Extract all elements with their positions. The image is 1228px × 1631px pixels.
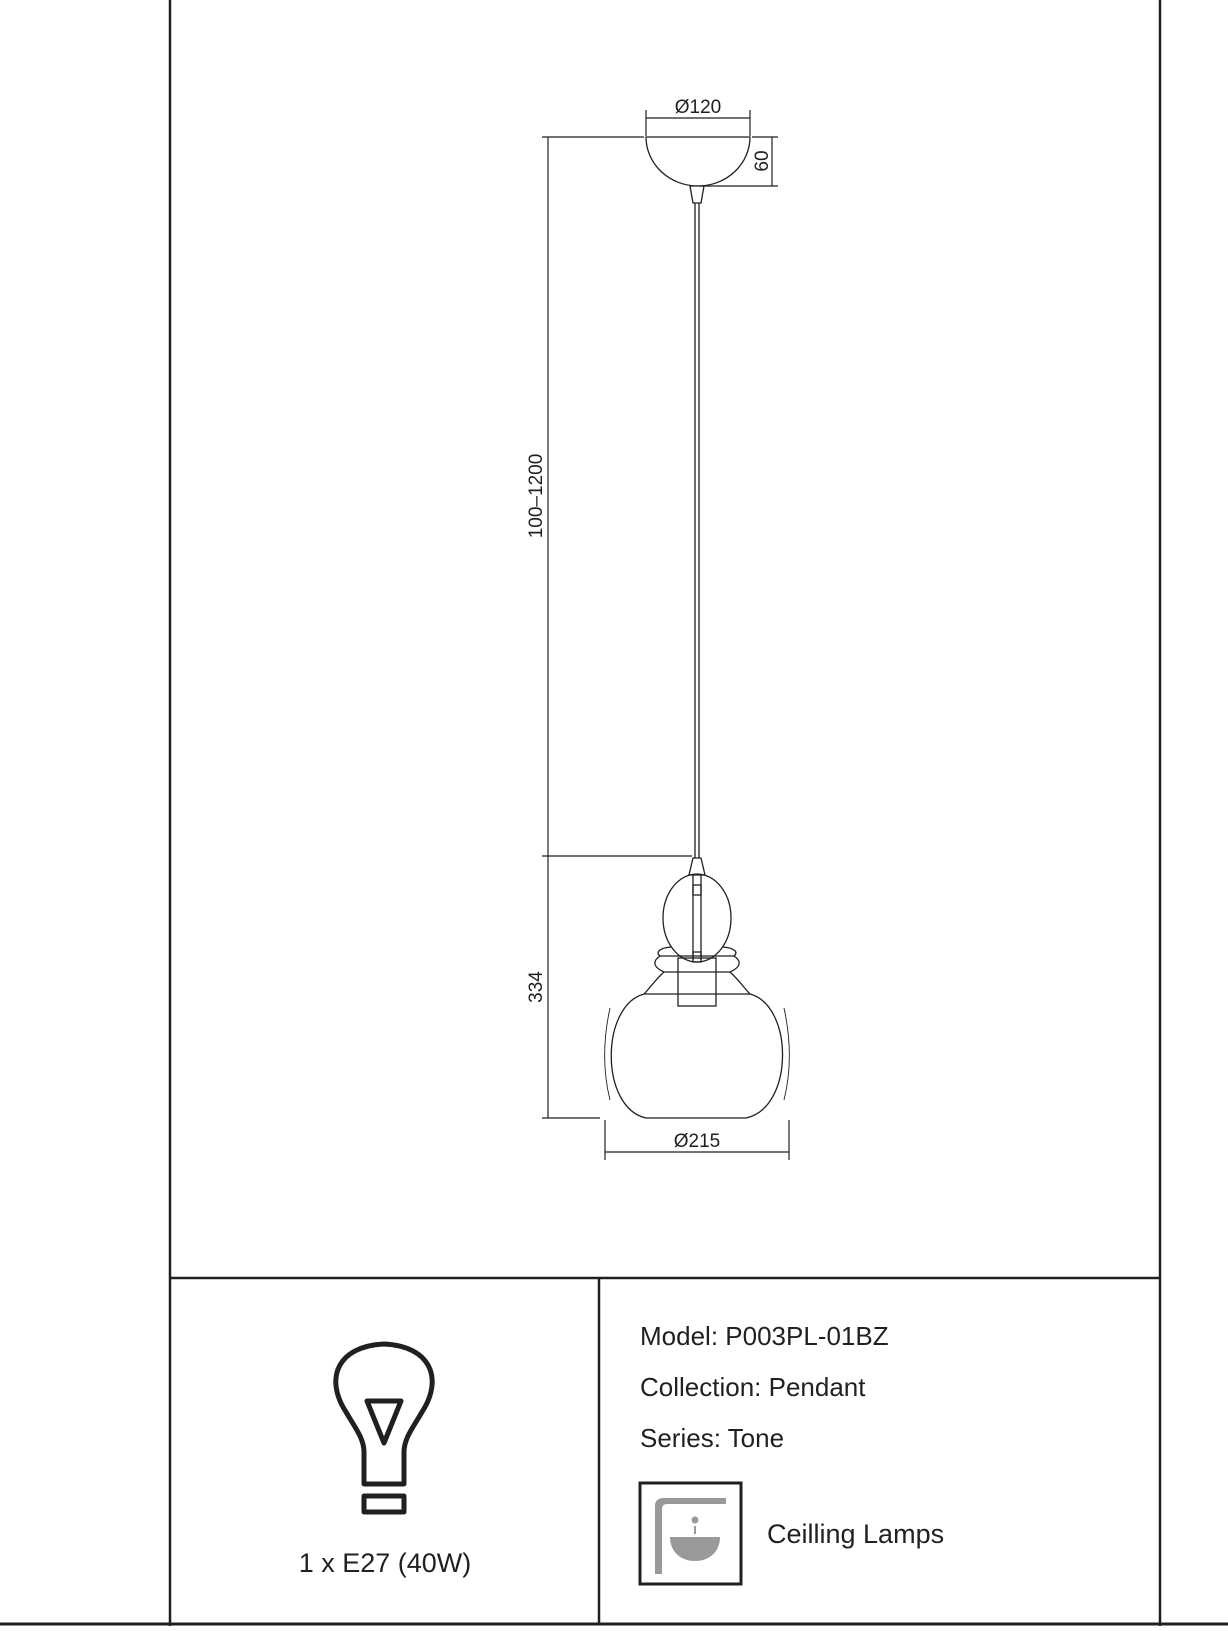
- shoulder-left: [644, 972, 664, 994]
- dim-canopy-height-label: 60: [752, 150, 773, 172]
- dim-shade-diameter-label: Ø215: [673, 1131, 721, 1152]
- glass-shade-inner-left: [605, 1008, 610, 1100]
- category-label: Ceilling Lamps: [767, 1519, 945, 1549]
- dim-canopy-diameter-label: Ø120: [674, 97, 722, 118]
- glass-shade-inner-right: [784, 1008, 789, 1100]
- lamp-drawing: [605, 137, 790, 1118]
- series-label: Series: Tone: [640, 1423, 785, 1453]
- collection-label: Collection: Pendant: [640, 1372, 866, 1402]
- light-bulb-icon: [336, 1344, 432, 1512]
- rod-clip: [693, 885, 701, 895]
- shoulder-right: [730, 972, 750, 994]
- cable-connector: [689, 858, 705, 875]
- dim-cable-length-label: 100–1200: [526, 453, 547, 539]
- dim-shade-height-label: 334: [526, 971, 547, 1003]
- ceiling-lamp-icon: [640, 1483, 741, 1584]
- canopy: [646, 137, 750, 186]
- bulb-caption: 1 x E27 (40W): [298, 1548, 472, 1578]
- glass-bulb-top: [663, 874, 731, 962]
- dimension-lines: [542, 110, 789, 1160]
- socket-clip: [693, 952, 701, 962]
- glass-shade: [611, 994, 782, 1118]
- model-label: Model: P003PL-01BZ: [640, 1321, 889, 1351]
- canopy-stem: [690, 186, 704, 203]
- lamp-socket: [678, 958, 716, 1006]
